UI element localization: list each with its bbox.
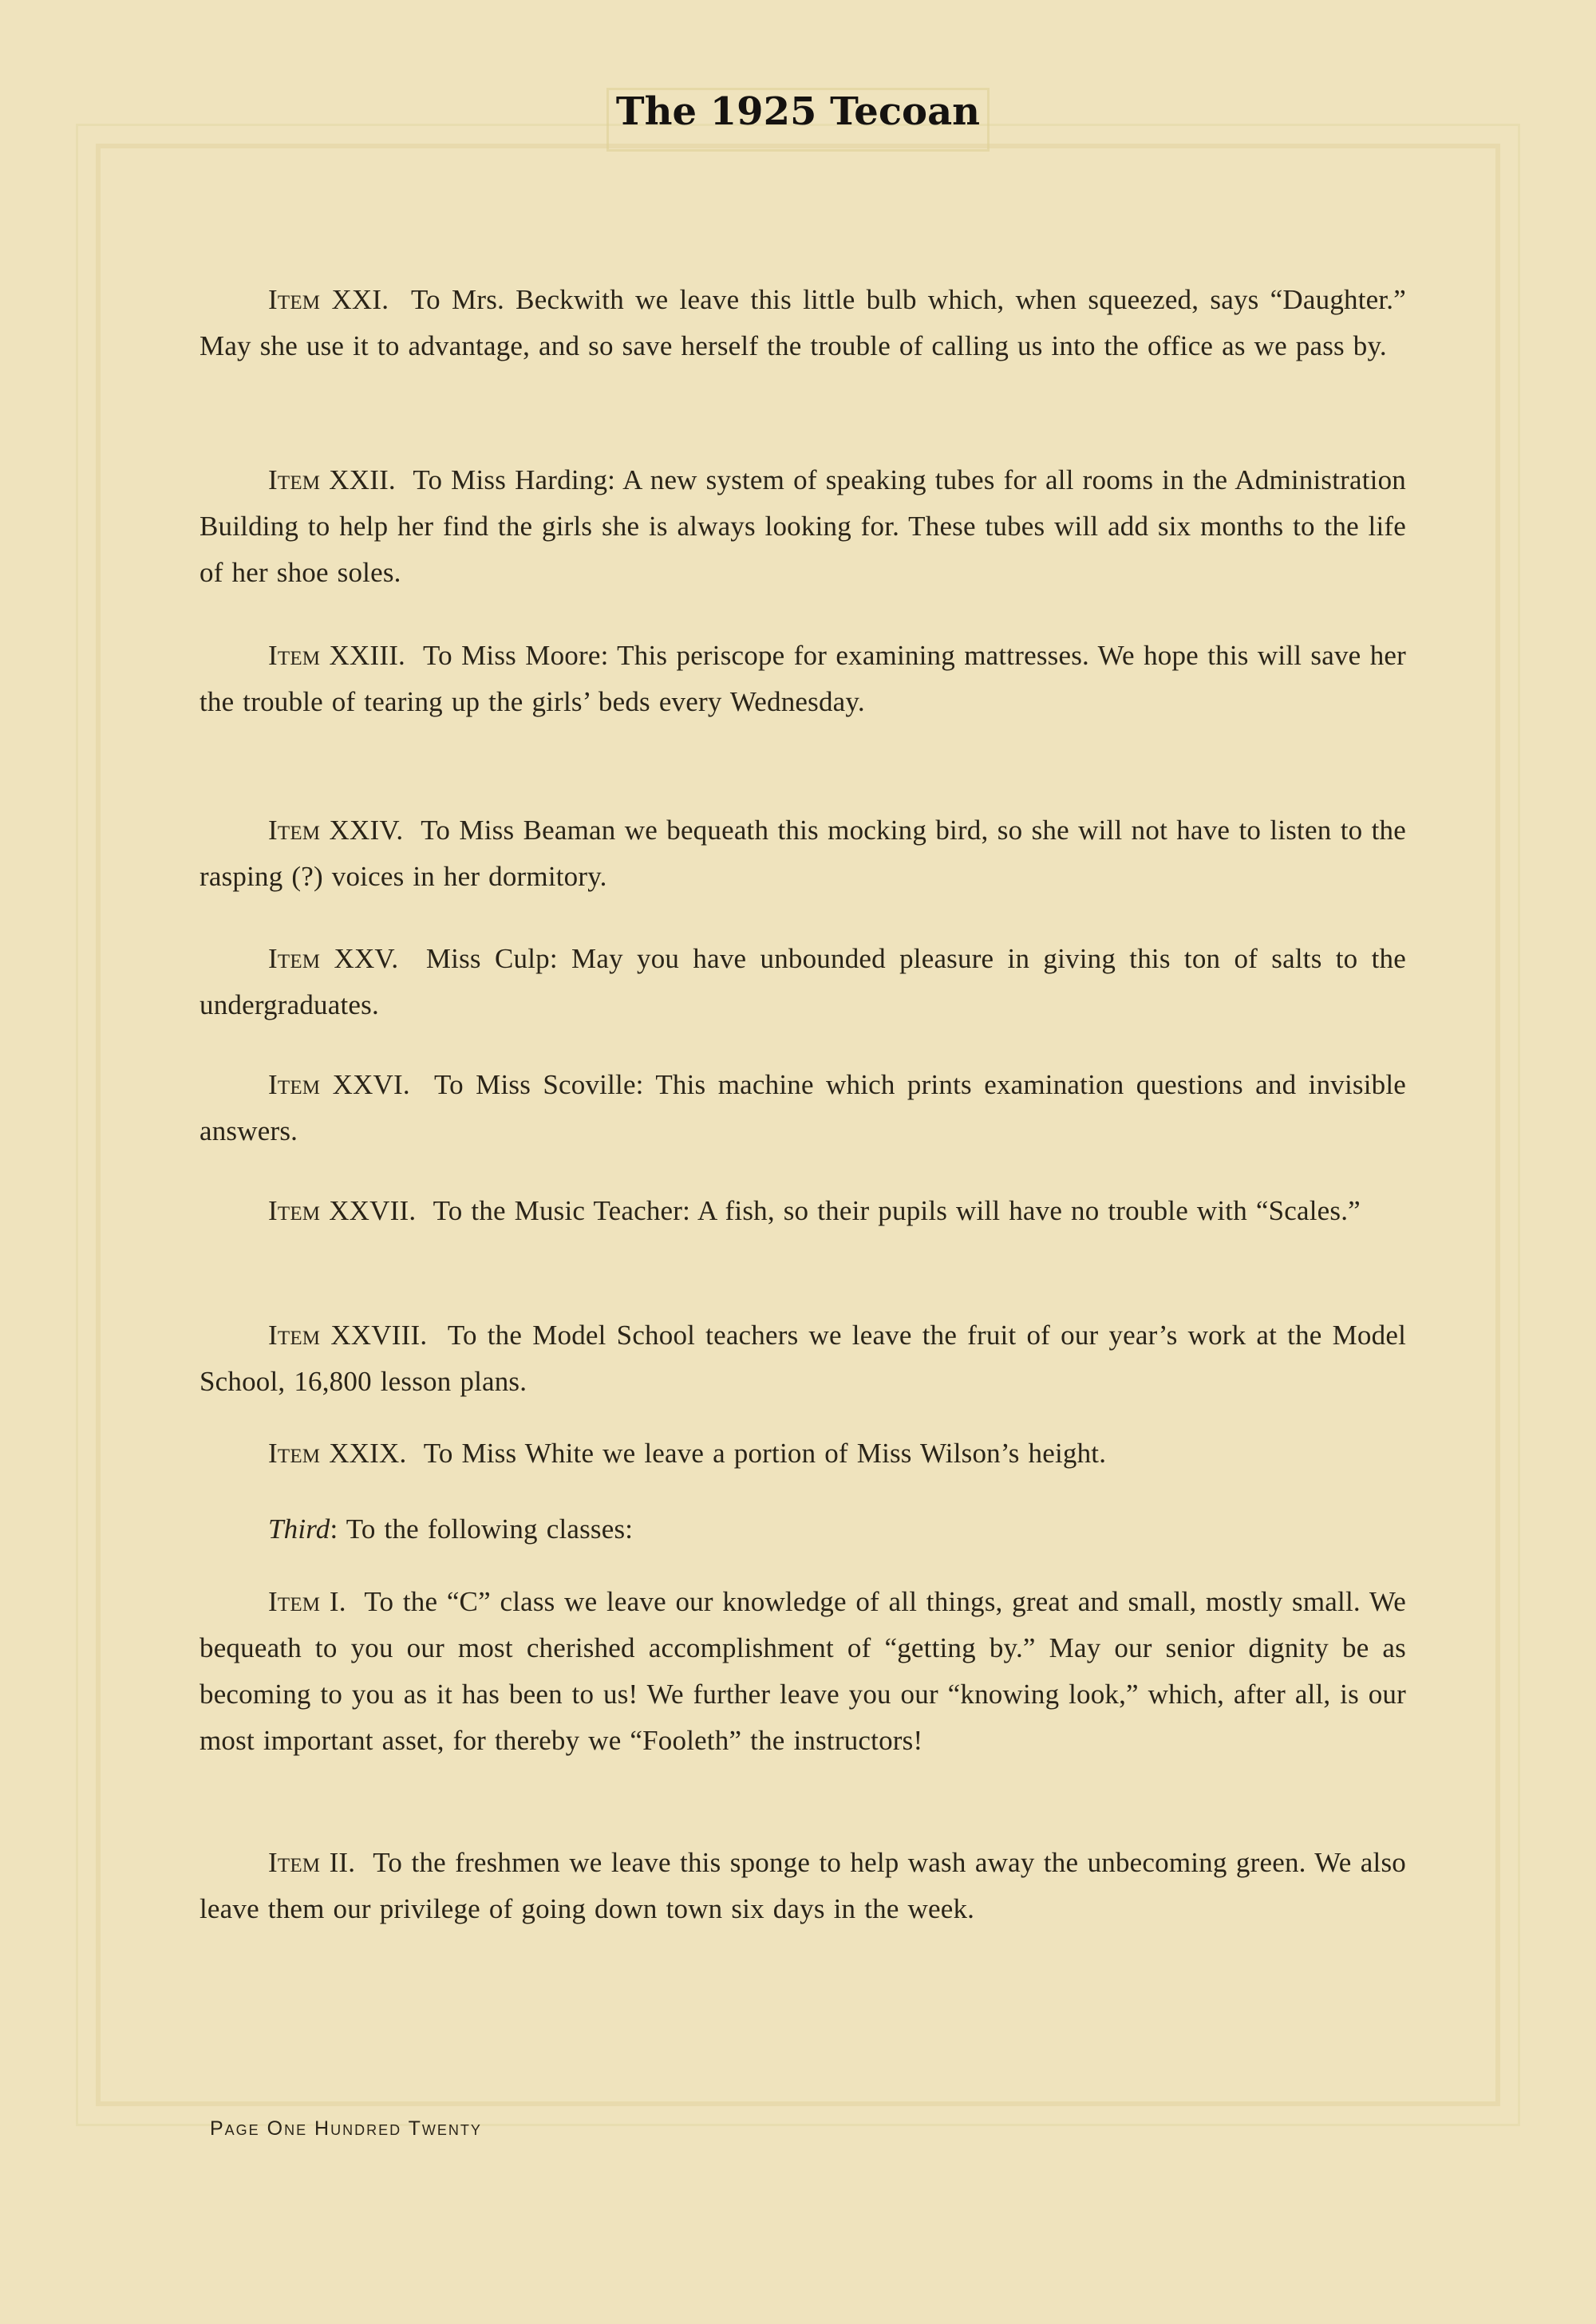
item-text: To the Model School teachers we leave the fruit of our year’s work at the Model School, 16,800 lesson plans. xyxy=(200,1320,1406,1397)
item-paragraph xyxy=(200,1062,1406,1154)
item-text: To the “C” class we leave our knowledge of all things, great and small, mostly small. We bequeath to you our most cherished accomplishment of “getting by.” May our senior dignity be as becoming to you as it has been to us! We further leave you our “knowing look,” which, after all, is our most important asset, for thereby we “Fooleth” the instructors! xyxy=(200,1586,1406,1756)
item-paragraph xyxy=(200,277,1406,369)
item-paragraph xyxy=(200,1188,1406,1234)
item-paragraph xyxy=(200,807,1406,900)
item-text: To Miss Scoville: This machine which prints examination questions and invisible answers. xyxy=(200,1069,1407,1146)
class-item-paragraph xyxy=(200,1840,1406,1932)
item-paragraph xyxy=(200,1312,1406,1405)
item-label: Item xyxy=(268,815,321,846)
item-number: XXI. xyxy=(331,284,389,315)
item-label: Item xyxy=(268,1586,321,1617)
item-number: I. xyxy=(329,1586,346,1617)
item-label: Item xyxy=(268,1438,321,1469)
item-text: To Mrs. Beckwith we leave this little bulb which, when squeezed, says “Daughter.” May she use it to advantage, and so save herself the trouble of calling us into the office as we pass by. xyxy=(200,284,1406,361)
item-text: To Miss Moore: This periscope for examining mattresses. We hope this will save her the trouble of tearing up the girls’ beds every Wednesday. xyxy=(200,640,1406,717)
item-number: XXIII. xyxy=(329,640,405,671)
item-label: Item xyxy=(268,1847,321,1878)
item-number: II. xyxy=(329,1847,356,1878)
item-number: XXIX. xyxy=(329,1438,407,1469)
item-label: Item xyxy=(268,1320,321,1351)
item-paragraph xyxy=(200,633,1406,725)
item-number: XXV. xyxy=(334,943,399,974)
section-heading xyxy=(200,1506,1406,1553)
item-paragraph xyxy=(200,1430,1406,1477)
item-text: Miss Culp: May you have unbounded pleasure in giving this ton of salts to the undergraduates. xyxy=(200,943,1406,1020)
class-item-paragraph xyxy=(200,1579,1406,1764)
item-text: To Miss Harding: A new system of speaking tubes for all rooms in the Administration Building to help her find the girls she is always looking for. These tubes will add six months to the life of her shoe soles. xyxy=(200,464,1406,588)
item-number: XXII. xyxy=(329,464,396,495)
section-text: : To the following classes: xyxy=(330,1513,634,1545)
item-label: Item xyxy=(268,1069,321,1100)
item-label: Item xyxy=(268,1195,321,1226)
item-number: XXIV. xyxy=(329,815,404,846)
item-number: XXVII. xyxy=(329,1195,417,1226)
page-number: Page One Hundred Twenty xyxy=(210,2117,482,2140)
item-text: To Miss White we leave a portion of Miss Wilson’s height. xyxy=(423,1438,1107,1469)
item-number: XXVI. xyxy=(332,1069,410,1100)
item-label: Item xyxy=(268,464,321,495)
item-paragraph xyxy=(200,457,1406,596)
item-label: Item xyxy=(268,943,321,974)
item-label: Item xyxy=(268,640,321,671)
item-text: To Miss Beaman we bequeath this mocking bird, so she will not have to listen to the rasping (?) voices in her dormitory. xyxy=(200,815,1406,892)
item-label: Item xyxy=(268,284,321,315)
page-title: The 1925 Tecoan xyxy=(615,89,981,134)
item-text: To the freshmen we leave this sponge to help wash away the unbecoming green. We also leave them our privilege of going down town six days in the week. xyxy=(200,1847,1406,1924)
section-label: Third xyxy=(268,1513,330,1545)
item-paragraph xyxy=(200,936,1406,1028)
item-number: XXVIII. xyxy=(330,1320,428,1351)
item-text: To the Music Teacher: A fish, so their pupils will have no trouble with “Scales.” xyxy=(433,1195,1361,1226)
